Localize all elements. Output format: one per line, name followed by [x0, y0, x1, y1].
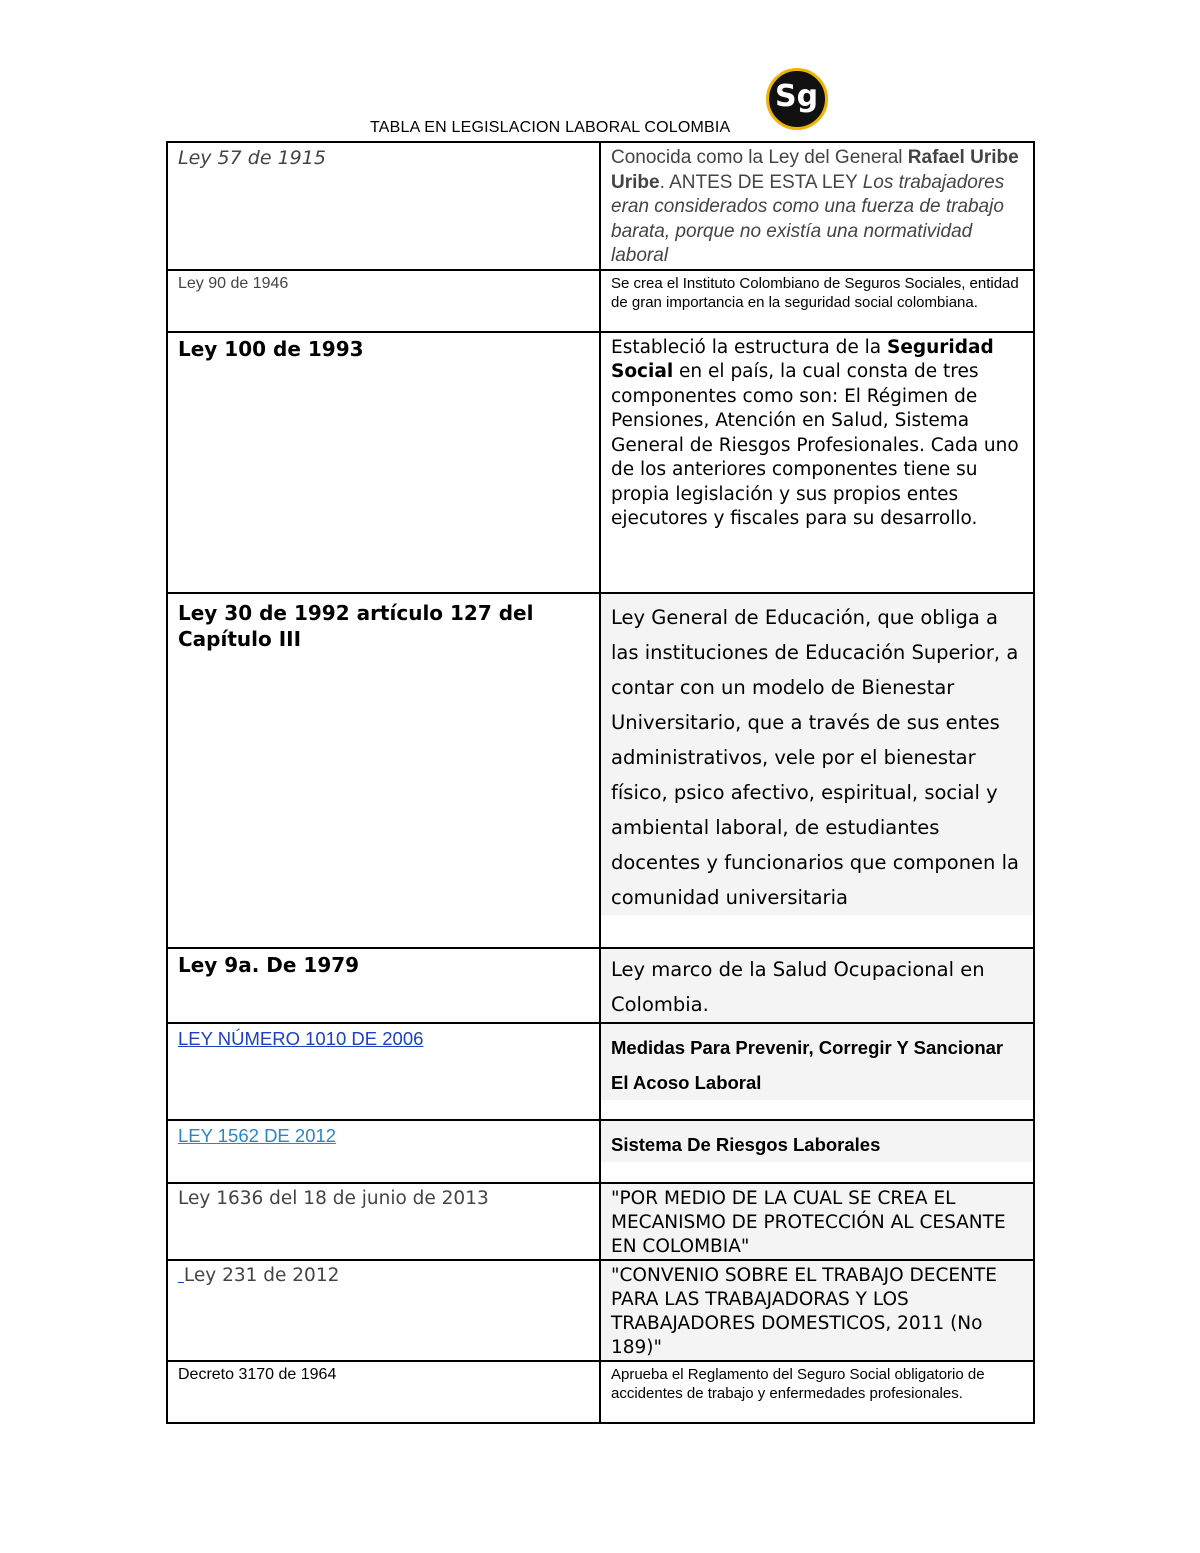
law-description: Se crea el Instituto Colombiano de Seguros Sociales, entidad de gran importancia en la seguridad social colombiana.: [611, 274, 1019, 311]
desc-italic: Los trabajadores eran considerados como una fuerza de trabajo barata, porque no existía una normatividad laboral: [611, 171, 1005, 266]
law-description: Aprueba el Reglamento del Seguro Social obligatorio de accidentes de trabajo y enfermedades profesionales.: [611, 1365, 985, 1402]
law-name: [168, 1121, 599, 1148]
law-name-text: Ley 231 de 2012: [183, 1264, 340, 1286]
law-name: Ley 1636 del 18 de junio de 2013: [178, 1187, 489, 1209]
table-row: [167, 270, 1034, 332]
law-description: [601, 333, 1033, 532]
law-name: [168, 1261, 599, 1288]
logo-letter-s: Sg: [775, 79, 819, 114]
law-description: Medidas Para Prevenir, Corregir Y Sancionar El Acoso Laboral: [601, 1024, 1033, 1100]
sg-logo-icon: [769, 71, 825, 127]
law-description: [601, 143, 1033, 269]
table-row: [167, 1183, 1034, 1260]
table-row: [167, 142, 1034, 270]
law-name: Decreto 3170 de 1964: [178, 1365, 337, 1383]
law-description: "POR MEDIO DE LA CUAL SE CREA EL MECANISMO DE PROTECCIÓN AL CESANTE EN COLOMBIA": [601, 1184, 1033, 1259]
document-title: TABLA EN LEGISLACION LABORAL COLOMBIA: [370, 119, 731, 136]
law-name: Ley 100 de 1993: [178, 336, 364, 361]
law-link[interactable]: LEY NÚMERO 1010 DE 2006: [178, 1027, 424, 1049]
desc-bold: Rafael Uribe Uribe: [611, 147, 1019, 193]
desc-text: en el país, la cual consta de tres componentes como son: El Régimen de Pensiones, Atención en Salud, Sistema General de Riesgos Profesionales. Cada uno de los anteriores componentes tiene su propia legislación y sus propios entes ejecutores y fiscales para su desarrollo.: [611, 361, 1019, 529]
law-name: Ley 30 de 1992 artículo 127 del Capítulo III: [178, 600, 534, 651]
law-description: Sistema De Riesgos Laborales: [601, 1121, 1033, 1162]
law-description: "CONVENIO SOBRE EL TRABAJO DECENTE PARA LAS TRABAJADORAS Y LOS TRABAJADORES DOMESTICOS, 2011 (No 189)": [601, 1261, 1033, 1360]
law-name: Ley 9a. De 1979: [178, 952, 360, 977]
law-name: Ley 90 de 1946: [178, 274, 289, 292]
table-row: [167, 948, 1034, 1023]
desc-text: Estableció la estructura de la: [611, 336, 887, 358]
legislation-table: [166, 141, 1035, 1424]
table-row: [167, 332, 1034, 593]
law-link[interactable]: LEY 1562 DE 2012: [178, 1124, 337, 1146]
table-row: [167, 593, 1034, 948]
desc-text: Conocida como la Ley del General: [611, 147, 908, 168]
law-name: [168, 1024, 599, 1051]
table-row: [167, 1260, 1034, 1361]
law-description: Ley marco de la Salud Ocupacional en Colombia.: [601, 949, 1033, 1022]
law-name: Ley 57 de 1915: [178, 147, 326, 169]
law-description: Ley General de Educación, que obliga a las instituciones de Educación Superior, a contar con un modelo de Bienestar Universitario, que a través de sus entes administrativos, vele por el bienestar físico, psico afectivo, espiritual, social y ambiental laboral, de estudiantes docentes y funcionarios que componen la comunidad universitaria: [601, 594, 1033, 915]
desc-text: . ANTES DE ESTA LEY: [659, 171, 863, 193]
desc-bold: Seguridad Social: [611, 336, 994, 382]
table-row: [167, 1361, 1034, 1423]
table-row: [167, 1120, 1034, 1183]
sg-logo: [766, 68, 828, 130]
table-row: [167, 1023, 1034, 1120]
